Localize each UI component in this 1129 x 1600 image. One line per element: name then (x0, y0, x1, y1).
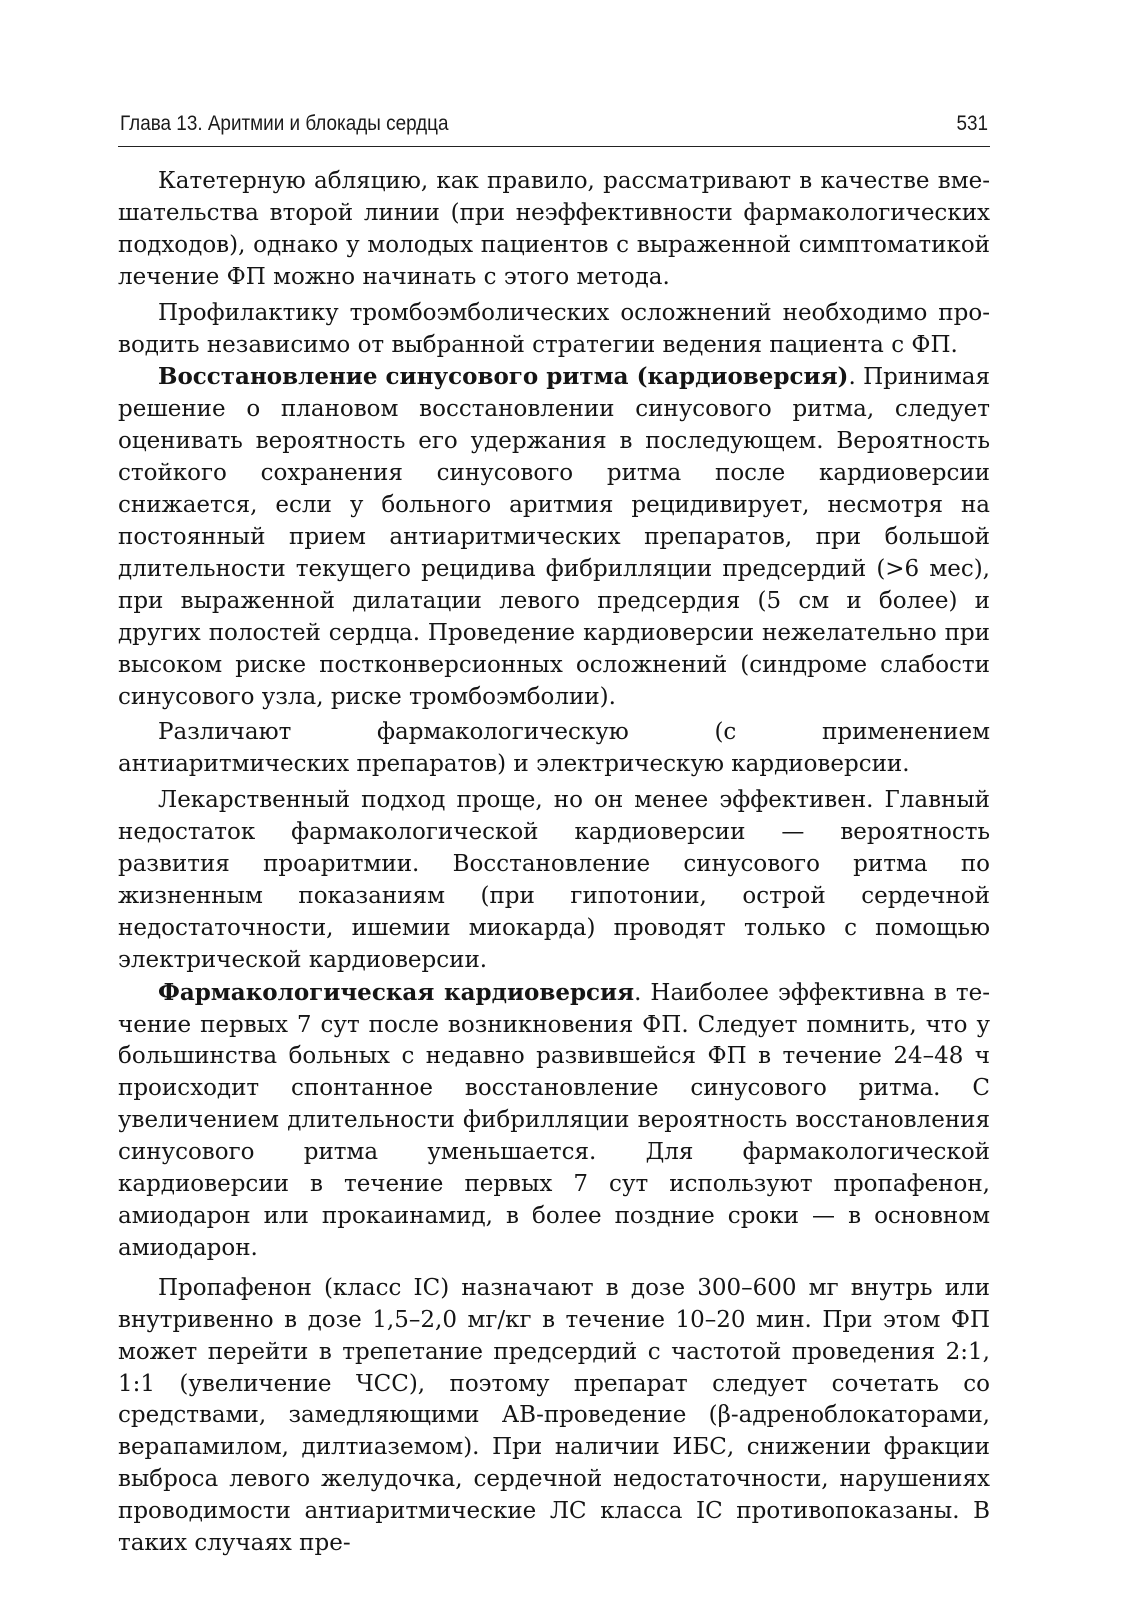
paragraph (118, 361, 990, 713)
paragraph (118, 1273, 990, 1560)
paragraph-text: . Наиболее эффективна в течение первых 7 сут после возникновения ФП. Следует помнить, что у большинства больных с недавно развившейся ФП в течение 24–48 ч происходит спонтанное восстановление синусового ритма. С увеличением длительности фибрилляции вероятность восстановления синусового ритма уменьшается. Для фармакологической кардиоверсии в течение первых 7 сут используют пропафенон, амиодарон или прокаинамид, в более поздние сроки — в основном амиодарон. (118, 979, 990, 1261)
paragraph-text: Пропафенон (класс IC) назначают в дозе 300–600 мг внутрь или внутривенно в дозе 1,5–2,0 мг/кг в течение 10–20 мин. При этом ФП может перейти в трепетание предсердий с частотой проведения 2:1, 1:1 (увеличение ЧСС), поэтому препарат следует сочетать со средствами, замедляющими АВ-проведение (β-адреноблокаторами, верапамилом, дилтиаземом). При наличии ИБС, снижении фракции выброса левого желудочка, сердечной недостаточности, нарушениях проводимости антиаритмические ЛС класса IC противопоказаны. В таких случаях пре- (118, 1274, 990, 1557)
chapter-title: Глава 13. Аритмии и блокады сердца (120, 112, 449, 135)
paragraph (118, 785, 990, 976)
paragraph-text: Различают фармакологическую (с применением антиаритмических препаратов) и электрическую кардиоверсии. (118, 719, 990, 778)
running-header (118, 110, 990, 147)
run-in-heading: Восстановление синусового ритма (кардиоверсия) (158, 363, 849, 391)
paragraph-text: . Принимая решение о плановом восстановлении синусового ритма, следует оценивать вероятность его удержания в последующем. Вероятность стойкого сохранения синусового ритма после кардиоверсии снижается, если у больного аритмия рецидивирует, несмотря на постоянный прием антиаритмических препаратов, при большой длительности текущего рецидива фибрилляции предсердий (>6 мес), при выраженной дилатации левого предсердия (5 см и более) и других полостей сердца. Проведение кардиоверсии нежелательно при высоком риске постконверсионных осложнений (синдроме слабости синусового узла, риске тромбоэмболии). (118, 364, 990, 710)
paragraph-text: Профилактику тромбоэмболических осложнений необходимо проводить независимо от выбранной стратегии ведения пациента с ФП. (118, 299, 990, 358)
run-in-heading: Фармакологическая кардиоверсия (158, 978, 635, 1006)
body-text (118, 166, 990, 1560)
paragraph (118, 298, 990, 362)
paragraph (118, 166, 990, 294)
paragraph-text: Катетерную абляцию, как правило, рассматривают в качестве вмешательства второй линии (при неэффективности фармакологических подходов), однако у молодых пациентов с выраженной симптоматикой лечение ФП можно начинать с этого метода. (118, 168, 990, 290)
page-number: 531 (956, 112, 988, 135)
paragraph (118, 717, 990, 781)
paragraph-text: Лекарственный подход проще, но он менее эффективен. Главный недостаток фармакологической кардиоверсии — вероятность развития проаритмии. Восстановление синусового ритма по жизненным показаниям (при гипотонии, острой сердечной недостаточности, ишемии миокарда) проводят только с помощью электрической кардиоверсии. (118, 787, 990, 973)
paragraph (118, 977, 990, 1265)
